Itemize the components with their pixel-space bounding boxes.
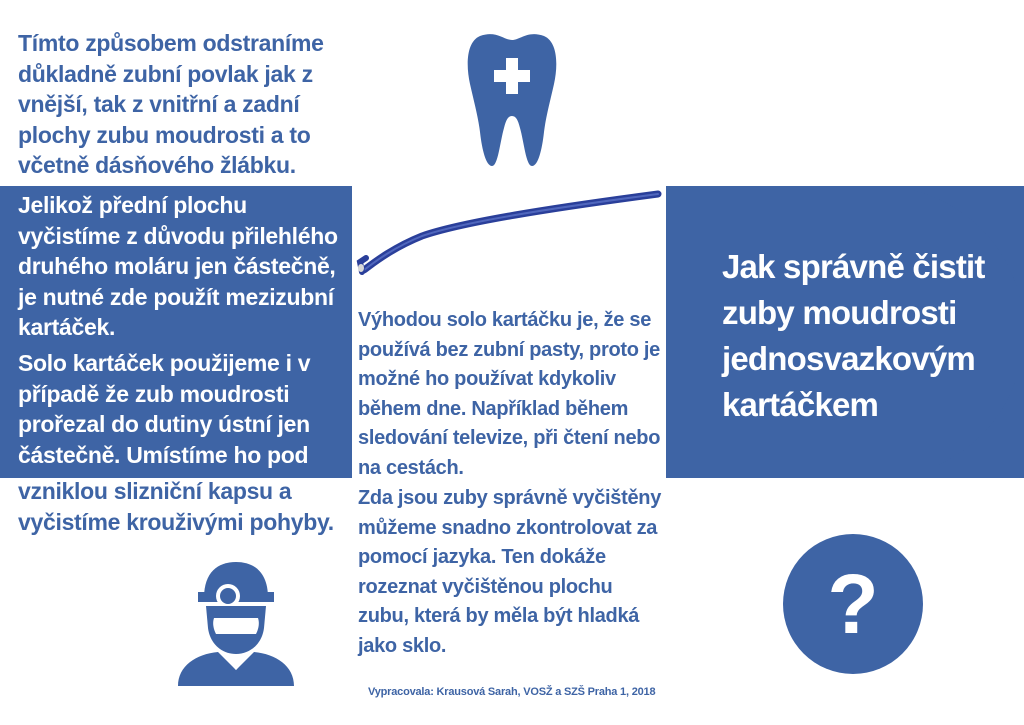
- paragraph-solo-brush-advantage: Výhodou solo kartáčku je, že se používá bez zubní pasty, proto je možné ho používat kdykoliv během dne. Například během sledování televize, při čtení nebo na cestách.: [358, 309, 661, 479]
- dentist-icon: [170, 558, 302, 686]
- question-icon: [783, 534, 923, 674]
- toothbrush-image: [352, 186, 666, 286]
- question-mark: ?: [827, 556, 879, 651]
- paragraph-gum-pocket: vzniklou slizniční kapsu a vyčistíme krouživými pohyby.: [18, 478, 334, 535]
- paragraph-wisdom-tooth-plaque: Tímto způsobem odstraníme důkladně zubní povlak jak z vnější, tak z vnitřní a zadní plochy zubu moudrosti a to včetně dásňového žlábku.: [18, 30, 324, 178]
- author-credit: Vypracovala: Krausová Sarah, VOSŽ a SZŠ Praha 1, 2018: [368, 686, 656, 698]
- tooth-cross-icon: [466, 32, 558, 168]
- paragraph-front-surface: Jelikož přední plochu vyčistíme z důvodu přilehlého druhého moláru jen částečně, je nutné zde použít mezizubní kartáček.: [18, 192, 338, 340]
- paragraph-solo-brush-partial: Solo kartáček použijeme i v případě že zub moudrosti prořezal do dutiny ústní jen částečně. Umístíme ho pod: [18, 350, 311, 468]
- page-title: Jak správně čistit zuby moudrosti jednosvazkovým kartáčkem: [722, 248, 985, 423]
- paragraph-tongue-check: Zda jsou zuby správně vyčištěny můžeme snadno zkontrolovat za pomocí jazyka. Ten dokáže rozeznat vyčištěnou plochu zubu, která by měla být hladká jako sklo.: [358, 487, 662, 657]
